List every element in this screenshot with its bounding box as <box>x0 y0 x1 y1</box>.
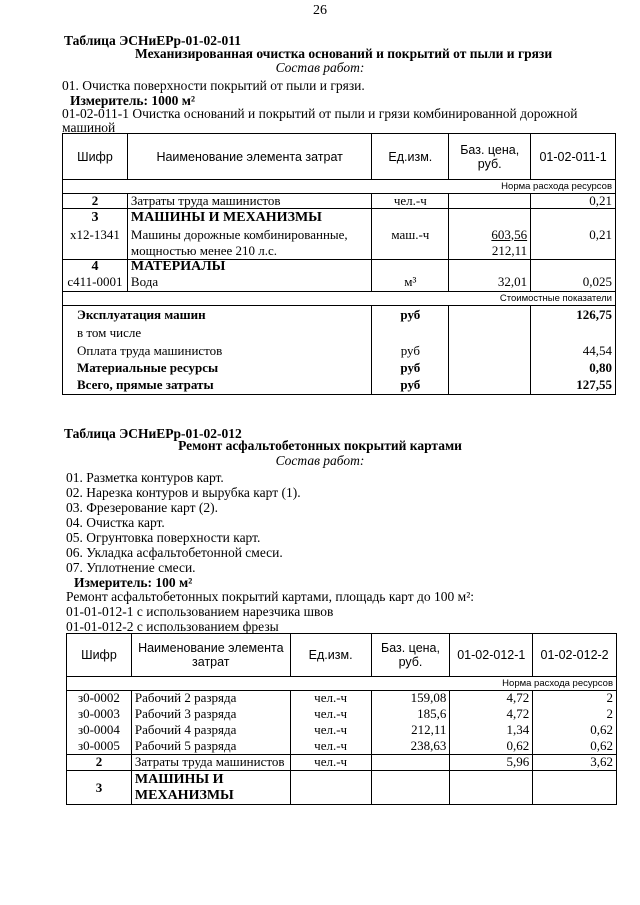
cost2-value <box>531 323 616 341</box>
cost1-unit: руб <box>372 305 449 323</box>
table-row-price: 185,6 <box>371 707 450 723</box>
t2-header-price: Баз. цена, руб. <box>371 634 450 677</box>
table-row-v2: 2 <box>533 707 617 723</box>
t2-header-col1: 01-02-012-1 <box>450 634 533 677</box>
rowx-name: Машины дорожные комбинированные, мощностью менее 210 л.с. <box>127 227 371 260</box>
table2-work-3: 03. Фрезерование карт (2). <box>66 500 218 515</box>
table-row-code: з0-0005 <box>67 739 132 755</box>
row2-unit: чел.-ч <box>372 194 449 209</box>
row4-value <box>531 259 616 275</box>
table1-code: Таблица ЭСНиЕРр-01-02-011 <box>64 33 242 48</box>
row4-code: 4 <box>63 259 128 275</box>
t2-row2-price <box>371 755 450 771</box>
cost4-name: Материальные ресурсы <box>63 359 372 376</box>
row2-name: Затраты труда машинистов <box>127 194 371 209</box>
cost5-name: Всего, прямые затраты <box>63 376 372 394</box>
t2-header-name: Наименование элемента затрат <box>131 634 290 677</box>
rowc-price: 32,01 <box>449 275 531 291</box>
table2-work-2: 02. Нарезка контуров и вырубка карт (1). <box>66 485 301 500</box>
cost5-value: 127,55 <box>531 376 616 394</box>
cost4-price <box>449 359 531 376</box>
table2-work-7: 07. Уплотнение смеси. <box>66 560 196 575</box>
table-row-v1: 1,34 <box>450 723 533 739</box>
header-col1: 01-02-011-1 <box>531 134 616 180</box>
t2-row3-name: МАШИНЫ И МЕХАНИЗМЫ <box>131 771 290 805</box>
row3-unit <box>372 209 449 227</box>
t2-header-col2: 01-02-012-2 <box>533 634 617 677</box>
row2-price <box>449 194 531 209</box>
cost1-name: Эксплуатация машин <box>63 305 372 323</box>
table-row-unit: чел.-ч <box>290 739 371 755</box>
table-row-v2: 2 <box>533 691 617 707</box>
table-row-unit: чел.-ч <box>290 691 371 707</box>
row3-code: 3 <box>63 209 128 227</box>
cost1-price <box>449 305 531 323</box>
table2-work-4: 04. Очистка карт. <box>66 515 165 530</box>
table1-works-heading: Состав работ: <box>275 60 365 75</box>
table-row-code: з0-0004 <box>67 723 132 739</box>
table2-work-1: 01. Разметка контуров карт. <box>66 470 224 485</box>
table-row-name: Рабочий 4 разряда <box>131 723 290 739</box>
t2-row2-v2: 3,62 <box>533 755 617 771</box>
table2-title: Ремонт асфальтобетонных покрытий картами <box>178 438 462 453</box>
cost1-value: 126,75 <box>531 305 616 323</box>
page-number: 26 <box>313 3 327 18</box>
header-name: Наименование элемента затрат <box>127 134 371 180</box>
cost3-value: 44,54 <box>531 341 616 359</box>
table-row-price: 212,11 <box>371 723 450 739</box>
table-row-name: Рабочий 2 разряда <box>131 691 290 707</box>
table2-desc: Ремонт асфальтобетонных покрытий картами, площадь карт до 100 м²: <box>66 589 474 604</box>
rowc-name: Вода <box>127 275 371 291</box>
row4-unit <box>372 259 449 275</box>
t2-row3-v2 <box>533 771 617 805</box>
rowx-code: х12-1341 <box>63 227 128 260</box>
table2-item1: 01-01-012-1 с использованием нарезчика швов <box>66 604 334 619</box>
table-row-v2: 0,62 <box>533 723 617 739</box>
cost2-price <box>449 323 531 341</box>
row4-price <box>449 259 531 275</box>
t2-row3-price <box>371 771 450 805</box>
cost2-name: в том числе <box>63 323 372 341</box>
row4-name: МАТЕРИАЛЫ <box>127 259 371 275</box>
table2 <box>66 633 617 805</box>
row3-name: МАШИНЫ И МЕХАНИЗМЫ <box>127 209 371 227</box>
table-row-v1: 4,72 <box>450 707 533 723</box>
cost3-price <box>449 341 531 359</box>
t2-norm-label: Норма расхода ресурсов <box>67 677 617 691</box>
header-code: Шифр <box>63 134 128 180</box>
table-row-code: з0-0002 <box>67 691 132 707</box>
rowx-price: 603,56 212,11 <box>449 227 531 260</box>
cost3-unit: руб <box>372 341 449 359</box>
header-unit: Ед.изм. <box>372 134 449 180</box>
header-price: Баз. цена, руб. <box>449 134 531 180</box>
table1-title: Механизированная очистка оснований и покрытий от пыли и грязи <box>135 46 553 61</box>
table1 <box>62 133 616 395</box>
cost-label: Стоимостные показатели <box>63 291 616 305</box>
t2-row2-name: Затраты труда машинистов <box>131 755 290 771</box>
table-row-v2: 0,62 <box>533 739 617 755</box>
t2-header-code: Шифр <box>67 634 132 677</box>
table1-measure: Измеритель: 1000 м² <box>70 93 196 108</box>
t2-header-unit: Ед.изм. <box>290 634 371 677</box>
table2-work-5: 05. Огрунтовка поверхности карт. <box>66 530 261 545</box>
table1-item-line1: 01-02-011-1 Очистка оснований и покрытий от пыли и грязи комбинированной дорожной <box>62 106 578 121</box>
cost5-unit: руб <box>372 376 449 394</box>
cost5-price <box>449 376 531 394</box>
rowx-value: 0,21 <box>531 227 616 260</box>
table-row-code: з0-0003 <box>67 707 132 723</box>
table2-code: Таблица ЭСНиЕРр-01-02-012 <box>64 426 242 441</box>
t2-row2-unit: чел.-ч <box>290 755 371 771</box>
table1-item-line2: машиной <box>62 120 116 135</box>
t2-row2-v1: 5,96 <box>450 755 533 771</box>
t2-row3-v1 <box>450 771 533 805</box>
table2-work-6: 06. Укладка асфальтобетонной смеси. <box>66 545 283 560</box>
row2-value: 0,21 <box>531 194 616 209</box>
cost3-name: Оплата труда машинистов <box>63 341 372 359</box>
table-row-name: Рабочий 3 разряда <box>131 707 290 723</box>
table2-works-heading: Состав работ: <box>275 453 365 468</box>
table-row-name: Рабочий 5 разряда <box>131 739 290 755</box>
t2-row2-code: 2 <box>67 755 132 771</box>
table-row-v1: 4,72 <box>450 691 533 707</box>
table-row-unit: чел.-ч <box>290 707 371 723</box>
norm-label: Норма расхода ресурсов <box>63 180 616 194</box>
table2-measure: Измеритель: 100 м² <box>74 575 193 590</box>
t2-row3-code: 3 <box>67 771 132 805</box>
table-row-v1: 0,62 <box>450 739 533 755</box>
table1-work-item: 01. Очистка поверхности покрытий от пыли и грязи. <box>62 78 365 93</box>
rowc-code: с411-0001 <box>63 275 128 291</box>
rowc-unit: м³ <box>372 275 449 291</box>
row3-price <box>449 209 531 227</box>
table-row-price: 238,63 <box>371 739 450 755</box>
table-row-price: 159,08 <box>371 691 450 707</box>
t2-row3-unit <box>290 771 371 805</box>
row2-code: 2 <box>63 194 128 209</box>
cost4-unit: руб <box>372 359 449 376</box>
cost2-unit <box>372 323 449 341</box>
rowx-unit: маш.-ч <box>372 227 449 260</box>
row3-value <box>531 209 616 227</box>
cost4-value: 0,80 <box>531 359 616 376</box>
table-row-unit: чел.-ч <box>290 723 371 739</box>
table2-item2: 01-01-012-2 с использованием фрезы <box>66 619 279 634</box>
rowc-value: 0,025 <box>531 275 616 291</box>
